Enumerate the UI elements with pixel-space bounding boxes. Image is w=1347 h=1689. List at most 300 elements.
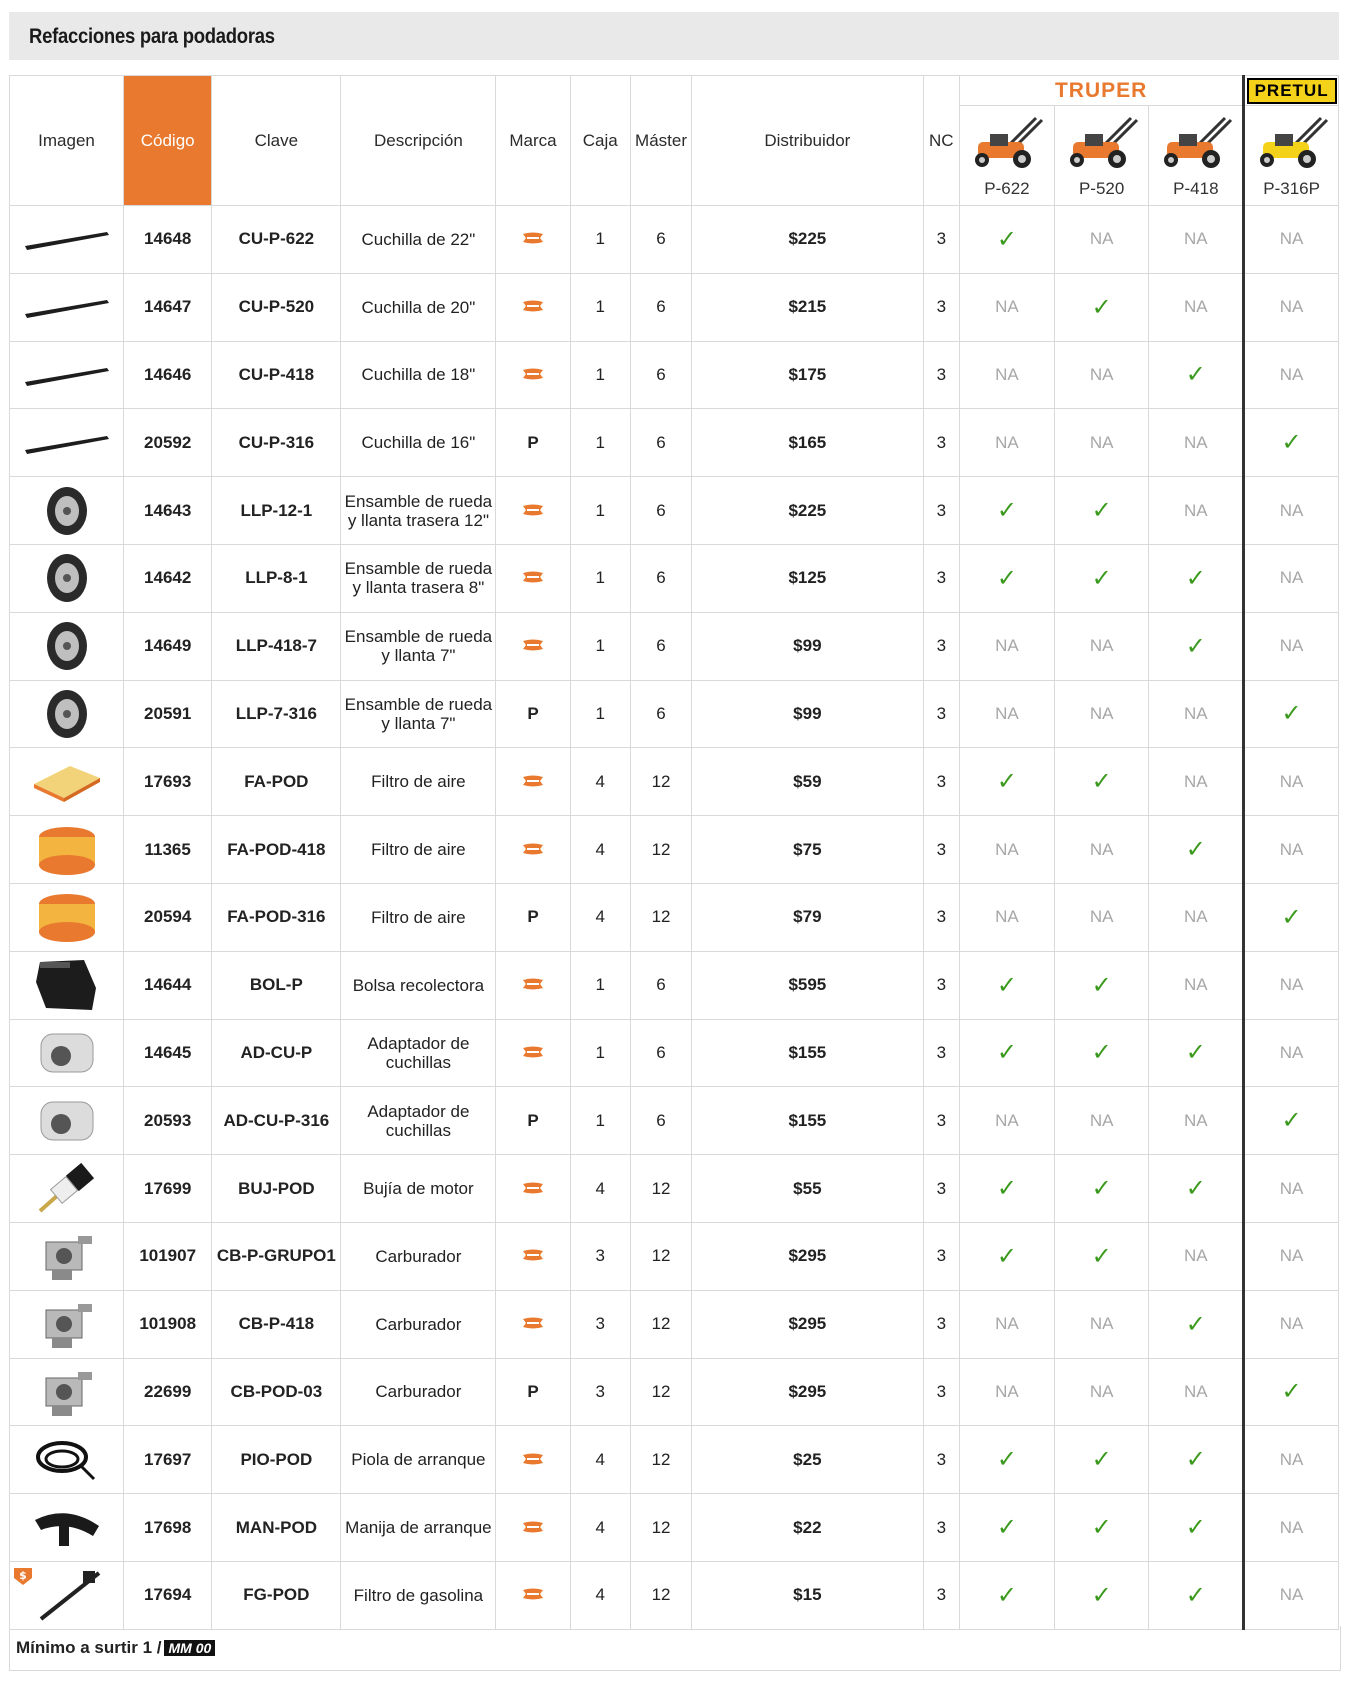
svg-text:$: $ (19, 1568, 27, 1582)
table-row (10, 1222, 1339, 1290)
price-tag-icon (12, 1566, 34, 1586)
check-icon: ✓ (960, 477, 1055, 545)
cell-precio: $595 (692, 951, 923, 1019)
na-value: NA (1054, 1087, 1149, 1155)
adapter-image (10, 1019, 124, 1087)
na-value: NA (1149, 951, 1244, 1019)
cell-caja: 4 (570, 1426, 630, 1494)
check-icon: ✓ (1054, 1494, 1149, 1562)
check-icon: ✓ (960, 1426, 1055, 1494)
cell-caja: 1 (570, 477, 630, 545)
cell-desc: Bolsa recolectora (341, 951, 496, 1019)
cell-codigo: 22699 (124, 1358, 212, 1426)
cell-clave: LLP-7-316 (212, 680, 341, 748)
table-row (10, 612, 1339, 680)
na-value: NA (1244, 477, 1339, 545)
check-icon: ✓ (1054, 544, 1149, 612)
table-row (10, 341, 1339, 409)
cell-nc: 3 (923, 1019, 960, 1087)
cell-codigo: 17698 (124, 1494, 212, 1562)
cell-caja: 1 (570, 273, 630, 341)
wheel-image (10, 544, 124, 612)
cell-clave: BOL-P (212, 951, 341, 1019)
filter-round-image (10, 883, 124, 951)
cell-caja: 4 (570, 816, 630, 884)
cell-codigo: 14646 (124, 341, 212, 409)
table-row (10, 1358, 1339, 1426)
cell-codigo: 14649 (124, 612, 212, 680)
truper-brand-icon (496, 544, 570, 612)
cell-desc: Filtro de aire (341, 748, 496, 816)
cell-precio: $15 (692, 1561, 923, 1629)
cell-master: 6 (630, 206, 691, 274)
na-value: NA (1244, 206, 1339, 274)
check-icon: ✓ (1244, 883, 1339, 951)
cell-nc: 3 (923, 680, 960, 748)
cell-precio: $155 (692, 1087, 923, 1155)
mm-badge: MM 00 (164, 1640, 215, 1656)
model-label: P-622 (984, 179, 1030, 198)
cell-precio: $295 (692, 1290, 923, 1358)
cell-codigo: 14644 (124, 951, 212, 1019)
blade-image (10, 273, 124, 341)
cell-nc: 3 (923, 409, 960, 477)
cell-master: 12 (630, 1358, 691, 1426)
na-value: NA (1149, 1087, 1244, 1155)
na-value: NA (1244, 1494, 1339, 1562)
table-row (10, 206, 1339, 274)
header-imagen: Imagen (10, 76, 124, 206)
header-marca: Marca (496, 76, 570, 206)
model-p-622 (960, 106, 1055, 206)
cell-desc: Cuchilla de 22" (341, 206, 496, 274)
na-value: NA (1244, 1426, 1339, 1494)
cell-codigo: 14642 (124, 544, 212, 612)
header-codigo: Código (124, 76, 212, 206)
na-value: NA (960, 816, 1055, 884)
table-row (10, 951, 1339, 1019)
check-icon: ✓ (960, 1222, 1055, 1290)
wheel-image (10, 612, 124, 680)
na-value: NA (960, 680, 1055, 748)
cell-desc: Filtro de aire (341, 883, 496, 951)
footer-label: Mínimo a surtir 1 / MM 00 (16, 1638, 215, 1658)
cell-nc: 3 (923, 1358, 960, 1426)
cell-master: 12 (630, 1494, 691, 1562)
cell-desc: Piola de arranque (341, 1426, 496, 1494)
truper-brand-icon (496, 1019, 570, 1087)
cell-master: 6 (630, 1019, 691, 1087)
cell-caja: 1 (570, 544, 630, 612)
table-row (10, 883, 1339, 951)
model-label: P-520 (1078, 179, 1125, 198)
check-icon: ✓ (960, 1561, 1055, 1629)
na-value: NA (1149, 477, 1244, 545)
na-value: NA (1149, 1222, 1244, 1290)
check-icon: ✓ (1149, 544, 1244, 612)
truper-brand-icon (496, 1155, 570, 1223)
table-row (10, 544, 1339, 612)
check-icon: ✓ (960, 951, 1055, 1019)
cell-codigo: 20591 (124, 680, 212, 748)
check-icon: ✓ (1244, 409, 1339, 477)
cell-caja: 1 (570, 341, 630, 409)
na-value: NA (1244, 1155, 1339, 1223)
cell-clave: LLP-8-1 (212, 544, 341, 612)
rope-image (10, 1426, 124, 1494)
cell-codigo: 17699 (124, 1155, 212, 1223)
blade-image (10, 206, 124, 274)
cell-nc: 3 (923, 1087, 960, 1155)
truper-brand-icon (496, 1426, 570, 1494)
cell-nc: 3 (923, 341, 960, 409)
carb-image (10, 1290, 124, 1358)
cell-clave: AD-CU-P-316 (212, 1087, 341, 1155)
cell-desc: Cuchilla de 20" (341, 273, 496, 341)
table-row (10, 816, 1339, 884)
table-row (10, 1155, 1339, 1223)
cell-clave: MAN-POD (212, 1494, 341, 1562)
cell-desc: Adaptador de cuchillas (341, 1087, 496, 1155)
cell-desc: Carburador (341, 1358, 496, 1426)
cell-precio: $55 (692, 1155, 923, 1223)
cell-desc: Carburador (341, 1222, 496, 1290)
bag-image (10, 951, 124, 1019)
cell-caja: 1 (570, 951, 630, 1019)
header-nc: NC (923, 76, 960, 206)
truper-brand-icon (496, 1561, 570, 1629)
cell-desc: Filtro de gasolina (341, 1561, 496, 1629)
cell-caja: 1 (570, 612, 630, 680)
na-value: NA (1244, 612, 1339, 680)
na-value: NA (1149, 1358, 1244, 1426)
cell-precio: $75 (692, 816, 923, 884)
check-icon: ✓ (1149, 1019, 1244, 1087)
truper-brand-icon (496, 1222, 570, 1290)
cell-codigo: 17694 (124, 1561, 212, 1629)
pretul-logo: PRETUL (1244, 76, 1339, 106)
truper-brand-icon (496, 748, 570, 816)
cell-caja: 4 (570, 1494, 630, 1562)
table-row (10, 680, 1339, 748)
na-value: NA (1244, 1019, 1339, 1087)
cell-nc: 3 (923, 1494, 960, 1562)
cell-precio: $225 (692, 477, 923, 545)
na-value: NA (960, 273, 1055, 341)
blade-image (10, 409, 124, 477)
cell-master: 6 (630, 477, 691, 545)
table-row (10, 409, 1339, 477)
table-row (10, 1494, 1339, 1562)
cell-master: 6 (630, 273, 691, 341)
cell-desc: Carburador (341, 1290, 496, 1358)
title-bar (9, 12, 1339, 60)
filter-flat-image (10, 748, 124, 816)
truper-brand-icon (496, 951, 570, 1019)
spark-image (10, 1155, 124, 1223)
na-value: NA (1244, 816, 1339, 884)
cell-nc: 3 (923, 951, 960, 1019)
truper-brand-icon (496, 477, 570, 545)
check-icon: ✓ (1149, 341, 1244, 409)
na-value: NA (1149, 680, 1244, 748)
cell-codigo: 17697 (124, 1426, 212, 1494)
table-row (10, 748, 1339, 816)
cell-caja: 1 (570, 206, 630, 274)
na-value: NA (960, 612, 1055, 680)
cell-clave: CB-POD-03 (212, 1358, 341, 1426)
cell-codigo: 11365 (124, 816, 212, 884)
cell-caja: 1 (570, 1087, 630, 1155)
header-caja: Caja (570, 76, 630, 206)
footer (9, 1626, 1341, 1671)
table-row (10, 1561, 1339, 1629)
cell-caja: 4 (570, 883, 630, 951)
table-row (10, 1290, 1339, 1358)
na-value: NA (1149, 409, 1244, 477)
cell-precio: $25 (692, 1426, 923, 1494)
cell-nc: 3 (923, 477, 960, 545)
check-icon: ✓ (1149, 1426, 1244, 1494)
cell-master: 12 (630, 748, 691, 816)
pretul-brand-icon: P (496, 680, 570, 748)
na-value: NA (1054, 409, 1149, 477)
cell-master: 6 (630, 1087, 691, 1155)
cell-precio: $22 (692, 1494, 923, 1562)
na-value: NA (960, 1290, 1055, 1358)
cell-clave: FA-POD-418 (212, 816, 341, 884)
cell-master: 12 (630, 1290, 691, 1358)
cell-desc: Filtro de aire (341, 816, 496, 884)
cell-nc: 3 (923, 1222, 960, 1290)
check-icon: ✓ (960, 544, 1055, 612)
cell-desc: Ensamble de rueda y llanta trasera 8" (341, 544, 496, 612)
cell-desc: Cuchilla de 16" (341, 409, 496, 477)
cell-precio: $175 (692, 341, 923, 409)
na-value: NA (960, 341, 1055, 409)
truper-brand-icon (496, 1494, 570, 1562)
check-icon: ✓ (1054, 1561, 1149, 1629)
cell-codigo: 20594 (124, 883, 212, 951)
check-icon: ✓ (1054, 1426, 1149, 1494)
wheel-image (10, 680, 124, 748)
model-label: P-418 (1173, 179, 1219, 198)
table-row (10, 273, 1339, 341)
check-icon: ✓ (960, 1155, 1055, 1223)
na-value: NA (1244, 951, 1339, 1019)
cell-precio: $125 (692, 544, 923, 612)
cell-master: 6 (630, 544, 691, 612)
na-value: NA (1054, 206, 1149, 274)
cell-nc: 3 (923, 748, 960, 816)
cell-codigo: 101908 (124, 1290, 212, 1358)
cell-precio: $99 (692, 680, 923, 748)
cell-clave: FG-POD (212, 1561, 341, 1629)
check-icon: ✓ (1149, 1494, 1244, 1562)
cell-master: 12 (630, 1561, 691, 1629)
wheel-image (10, 477, 124, 545)
header-descripcion: Descripción (341, 76, 496, 206)
cell-desc: Manija de arranque (341, 1494, 496, 1562)
cell-codigo: 14648 (124, 206, 212, 274)
cell-clave: BUJ-POD (212, 1155, 341, 1223)
cell-precio: $59 (692, 748, 923, 816)
check-icon: ✓ (1244, 1087, 1339, 1155)
cell-codigo: 20592 (124, 409, 212, 477)
table-row (10, 1087, 1339, 1155)
cell-desc: Ensamble de rueda y llanta 7" (341, 612, 496, 680)
truper-brand-icon (496, 816, 570, 884)
cell-nc: 3 (923, 1426, 960, 1494)
cell-clave: CU-P-418 (212, 341, 341, 409)
cell-nc: 3 (923, 544, 960, 612)
cell-clave: CU-P-622 (212, 206, 341, 274)
model-label: P-316P (1263, 179, 1320, 198)
truper-brand-icon (496, 341, 570, 409)
na-value: NA (1054, 1358, 1149, 1426)
na-value: NA (1149, 206, 1244, 274)
cell-precio: $165 (692, 409, 923, 477)
check-icon: ✓ (1244, 1358, 1339, 1426)
cell-nc: 3 (923, 816, 960, 884)
cell-nc: 3 (923, 883, 960, 951)
truper-logo: TRUPER (960, 76, 1244, 106)
check-icon: ✓ (1054, 748, 1149, 816)
cell-clave: LLP-12-1 (212, 477, 341, 545)
na-value: NA (1054, 816, 1149, 884)
cell-clave: AD-CU-P (212, 1019, 341, 1087)
cell-caja: 3 (570, 1290, 630, 1358)
check-icon: ✓ (1149, 1561, 1244, 1629)
na-value: NA (1149, 883, 1244, 951)
cell-desc: Cuchilla de 18" (341, 341, 496, 409)
cell-nc: 3 (923, 612, 960, 680)
cell-master: 12 (630, 816, 691, 884)
cell-master: 12 (630, 883, 691, 951)
cell-precio: $215 (692, 273, 923, 341)
na-value: NA (1244, 748, 1339, 816)
filter-round-image (10, 816, 124, 884)
cell-nc: 3 (923, 1290, 960, 1358)
cell-master: 12 (630, 1155, 691, 1223)
header-clave: Clave (212, 76, 341, 206)
carb-image (10, 1358, 124, 1426)
na-value: NA (1054, 341, 1149, 409)
cell-desc: Bujía de motor (341, 1155, 496, 1223)
na-value: NA (960, 409, 1055, 477)
na-value: NA (960, 883, 1055, 951)
na-value: NA (1054, 680, 1149, 748)
cell-caja: 4 (570, 1561, 630, 1629)
pretul-brand-icon: P (496, 1087, 570, 1155)
model-p-418 (1149, 106, 1244, 206)
cell-codigo: 101907 (124, 1222, 212, 1290)
parts-table (9, 75, 1339, 1630)
na-value: NA (1054, 1290, 1149, 1358)
cell-nc: 3 (923, 206, 960, 274)
cell-caja: 1 (570, 1019, 630, 1087)
pretul-brand-icon: P (496, 409, 570, 477)
na-value: NA (960, 1087, 1055, 1155)
cell-codigo: 14647 (124, 273, 212, 341)
cell-nc: 3 (923, 1561, 960, 1629)
carb-image (10, 1222, 124, 1290)
cell-master: 6 (630, 612, 691, 680)
cell-precio: $99 (692, 612, 923, 680)
truper-brand-icon (496, 612, 570, 680)
cell-clave: PIO-POD (212, 1426, 341, 1494)
truper-brand-icon (496, 206, 570, 274)
cell-caja: 1 (570, 680, 630, 748)
na-value: NA (1244, 1290, 1339, 1358)
na-value: NA (1244, 1222, 1339, 1290)
na-value: NA (1149, 273, 1244, 341)
adapter-image (10, 1087, 124, 1155)
cell-desc: Ensamble de rueda y llanta 7" (341, 680, 496, 748)
na-value: NA (1244, 544, 1339, 612)
check-icon: ✓ (960, 1019, 1055, 1087)
cell-clave: FA-POD-316 (212, 883, 341, 951)
pretul-brand-icon: P (496, 1358, 570, 1426)
check-icon: ✓ (1244, 680, 1339, 748)
check-icon: ✓ (1054, 1019, 1149, 1087)
cell-caja: 3 (570, 1358, 630, 1426)
check-icon: ✓ (1054, 273, 1149, 341)
cell-clave: LLP-418-7 (212, 612, 341, 680)
na-value: NA (1244, 341, 1339, 409)
check-icon: ✓ (1054, 1222, 1149, 1290)
pretul-brand-icon: P (496, 883, 570, 951)
page-title: Refacciones para podadoras (29, 25, 275, 48)
check-icon: ✓ (1149, 1155, 1244, 1223)
model-p-520 (1054, 106, 1149, 206)
cell-clave: CU-P-520 (212, 273, 341, 341)
table-row (10, 477, 1339, 545)
na-value: NA (1054, 883, 1149, 951)
cell-codigo: 14645 (124, 1019, 212, 1087)
cell-master: 12 (630, 1222, 691, 1290)
cell-caja: 4 (570, 748, 630, 816)
check-icon: ✓ (1054, 951, 1149, 1019)
table-row (10, 1426, 1339, 1494)
cell-clave: FA-POD (212, 748, 341, 816)
model-p-316p (1244, 106, 1339, 206)
cell-desc: Ensamble de rueda y llanta trasera 12" (341, 477, 496, 545)
check-icon: ✓ (1054, 1155, 1149, 1223)
fuelfilter-image (10, 1561, 124, 1629)
cell-codigo: 20593 (124, 1087, 212, 1155)
cell-nc: 3 (923, 273, 960, 341)
cell-clave: CU-P-316 (212, 409, 341, 477)
cell-caja: 3 (570, 1222, 630, 1290)
cell-precio: $225 (692, 206, 923, 274)
cell-precio: $79 (692, 883, 923, 951)
cell-desc: Adaptador de cuchillas (341, 1019, 496, 1087)
cell-clave: CB-P-GRUPO1 (212, 1222, 341, 1290)
truper-brand-icon (496, 1290, 570, 1358)
check-icon: ✓ (960, 206, 1055, 274)
check-icon: ✓ (1054, 477, 1149, 545)
na-value: NA (1149, 748, 1244, 816)
truper-brand-icon (496, 273, 570, 341)
check-icon: ✓ (960, 1494, 1055, 1562)
cell-nc: 3 (923, 1155, 960, 1223)
cell-precio: $295 (692, 1222, 923, 1290)
blade-image (10, 341, 124, 409)
cell-master: 6 (630, 951, 691, 1019)
cell-precio: $155 (692, 1019, 923, 1087)
cell-caja: 4 (570, 1155, 630, 1223)
